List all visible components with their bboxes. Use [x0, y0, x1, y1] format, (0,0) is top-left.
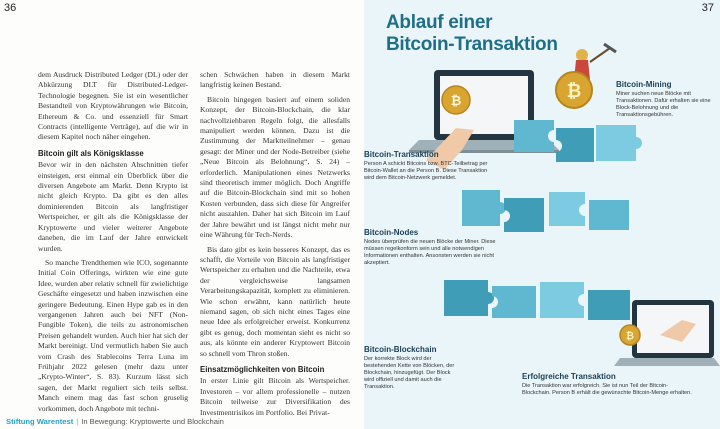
block-puzzle-mining [514, 120, 642, 162]
title-line-2: Bitcoin-Transaktion [386, 34, 558, 55]
block-puzzle-nodes [462, 190, 629, 232]
coin-symbol: ₿ [566, 81, 582, 102]
paragraph: Bitcoin hingegen basiert auf einem soliden Konzept, der Bitcoin-Blockchain, die klar nachvollziehbaren Regeln folgt, die allesfalls manipuliert werden können. Dazu ist die Zustimmung der Marktteilnehmer – genau gesagt: der Miner und der Node-Betreiber (siehe „Neue Bitcoin als Belohnung“, S. 24) – erforderlich. Manipulationen eines Netzwerks sind theoretisch immer möglich. Doch Angriffe auf die Bitcoin-Blockchain sind mit so hohen Kosten verbunden, dass sich diese für Angreifer nicht auszahlen. Daher hat sich Bitcoin im Lauf der Jahre bewährt und ist längst nicht mehr nur eine Währung für Tech-Nerds. [200, 94, 350, 240]
section-heading-einsatz: Einsatzmöglichkeiten von Bitcoin [200, 364, 325, 374]
step-blockchain-title: Bitcoin-Blockchain [364, 345, 437, 354]
paragraph: schen Schwächen haben in diesem Markt langfristig keinen Bestand. [200, 70, 350, 90]
coin-symbol: ₿ [450, 94, 462, 109]
coin-symbol: ₿ [625, 331, 635, 342]
step-blockchain [364, 345, 460, 391]
step-transaction [364, 150, 488, 182]
miner-icon [556, 44, 616, 108]
page-footer [6, 417, 224, 426]
paragraph: In erster Linie gilt Bitcoin als Wertspeicher. Investoren – vor allem professionelle – nutzen Bitcoin teilweise zur Diversifikation des Investmentrisikos im Portfolio. Bei Privat- [200, 376, 350, 417]
step-success [522, 372, 692, 397]
page-number-left: 36 [4, 2, 17, 14]
step-success-title: Erfolgreiche Transaktion [522, 372, 616, 381]
paragraph: So manche Trendthemen wie ICO, sogenannte Initial Coin Offerings, wirkten wie eine gute Idee, wurden aber relativ schnell für zwielichtige Geschäfte eingesetzt und haben inzwischen eine geringere Bedeutung. Einen Hype gab es in den vergangenen Jahren auch bei NFT (Non-Fungible Token), die teils zu astronomischen Preisen gehandelt wurden. Auch hier hat sich der Markt bereinigt. Und vermutlich haben Sie auch vom Crash des Stablecoins Terra Luna im Frühjahr 2022 gelesen (mehr dazu unter „Krypto-Winter“, S. 83). Kurzum lässt sich sagen, der Markt reguliert sich teils selbst. Manch einem mag das fast schon gruselig vorkommen, doch Angebote mit techni- [38, 257, 188, 413]
step-mining-text: Miner suchen neue Blöcke mit Transaktionen. Dafür erhalten sie eine Block-Belohnung und die Transaktionsgebühren. [616, 91, 711, 118]
step-transaction-text: Person A schickt Bitcoins bzw. BTC-Teilbetrag per Bitcoin-Wallet an die Person B. Diese Transaktion wird dem Bitcoin-Netzwerk gemeldet. [364, 161, 488, 181]
step-nodes-title: Bitcoin-Nodes [364, 228, 419, 237]
paragraph: dem Ausdruck Distributed Ledger (DL) oder der Abkürzung DLT für Distributed-Ledger-Technologie begegnen. Sie ist ein wesentlicher Bestandteil von Kryptowährungen wie Bitcoin, Ethereum & Co. und essenziell für Smart Contracts (intelligente Verträge), auf die wir in diesem Kapitel noch näher eingehen. [38, 70, 188, 142]
step-blockchain-text: Der korrekte Block wird der bestehenden Kette von Blöcken, der Blockchain, hinzugefügt. Der Block wird offiziell und damit auch die Transaktion. [364, 356, 455, 390]
section-heading-koenigsklasse: Bitcoin gilt als Königsklasse [38, 148, 144, 158]
step-nodes-text: Nodes überprüfen die neuen Blöcke der Miner. Diese müssen regelkonform sein und alle notwendigen Informationen enthalten. Ansonsten werden sie nicht akzeptiert. [364, 239, 496, 266]
page-number-right: 37 [701, 2, 714, 14]
right-page [364, 0, 720, 429]
footer-separator: | [76, 417, 79, 426]
step-transaction-title: Bitcoin-Transaktion [364, 150, 439, 159]
paragraph: Bis dato gibt es kein besseres Konzept, das es schafft, die Vorteile von Bitcoin als langfristiger Wertspeicher zu erhalten und die Nachteile, etwa der vergleichsweise langsamen Verarbeitungskapazität, komplett zu eliminieren. Wie schon erwähnt, kann natürlich heute niemand sagen, ob sich nicht eines Tages eine neue Idee als erfolgreicher erweist. Konkurrenz gibt es genug, doch momentan sieht es nicht so aus, als könnte ein anderer Kryptowert Bitcoin so schnell vom Thron stoßen. [200, 244, 350, 358]
paragraph: Bevor wir in den nächsten Abschnitten tiefer einsteigen, erst einmal ein Überblick über die diversen Angebote am Markt. Denn Krypto ist nicht gleich Krypto. Da gibt es den alles dominierenden Bitcoin als langfristiger Wertspeicher, er gilt als die Königsklasse der Kryptowerte und vieler weiterer Angebote daneben, die im Lauf der Jahre entwickelt wurden. [38, 160, 188, 253]
step-success-text: Die Transaktion war erfolgreich. Sie ist nun Teil der Bitcoin-Blockchain. Person B erhält die gewünschte Bitcoin-Menge erhalten. [522, 383, 692, 396]
title-line-1: Ablauf einer [386, 12, 493, 33]
step-mining-title: Bitcoin-Mining [616, 80, 672, 89]
text-column-2 [200, 70, 350, 422]
block-puzzle-chain [444, 280, 630, 320]
footer-brand: Stiftung Warentest [6, 417, 74, 426]
text-column-1 [38, 70, 188, 418]
footer-chapter: In Bewegung: Kryptowerte und Blockchain [81, 417, 224, 426]
step-mining [616, 80, 712, 119]
step-nodes [364, 228, 514, 267]
